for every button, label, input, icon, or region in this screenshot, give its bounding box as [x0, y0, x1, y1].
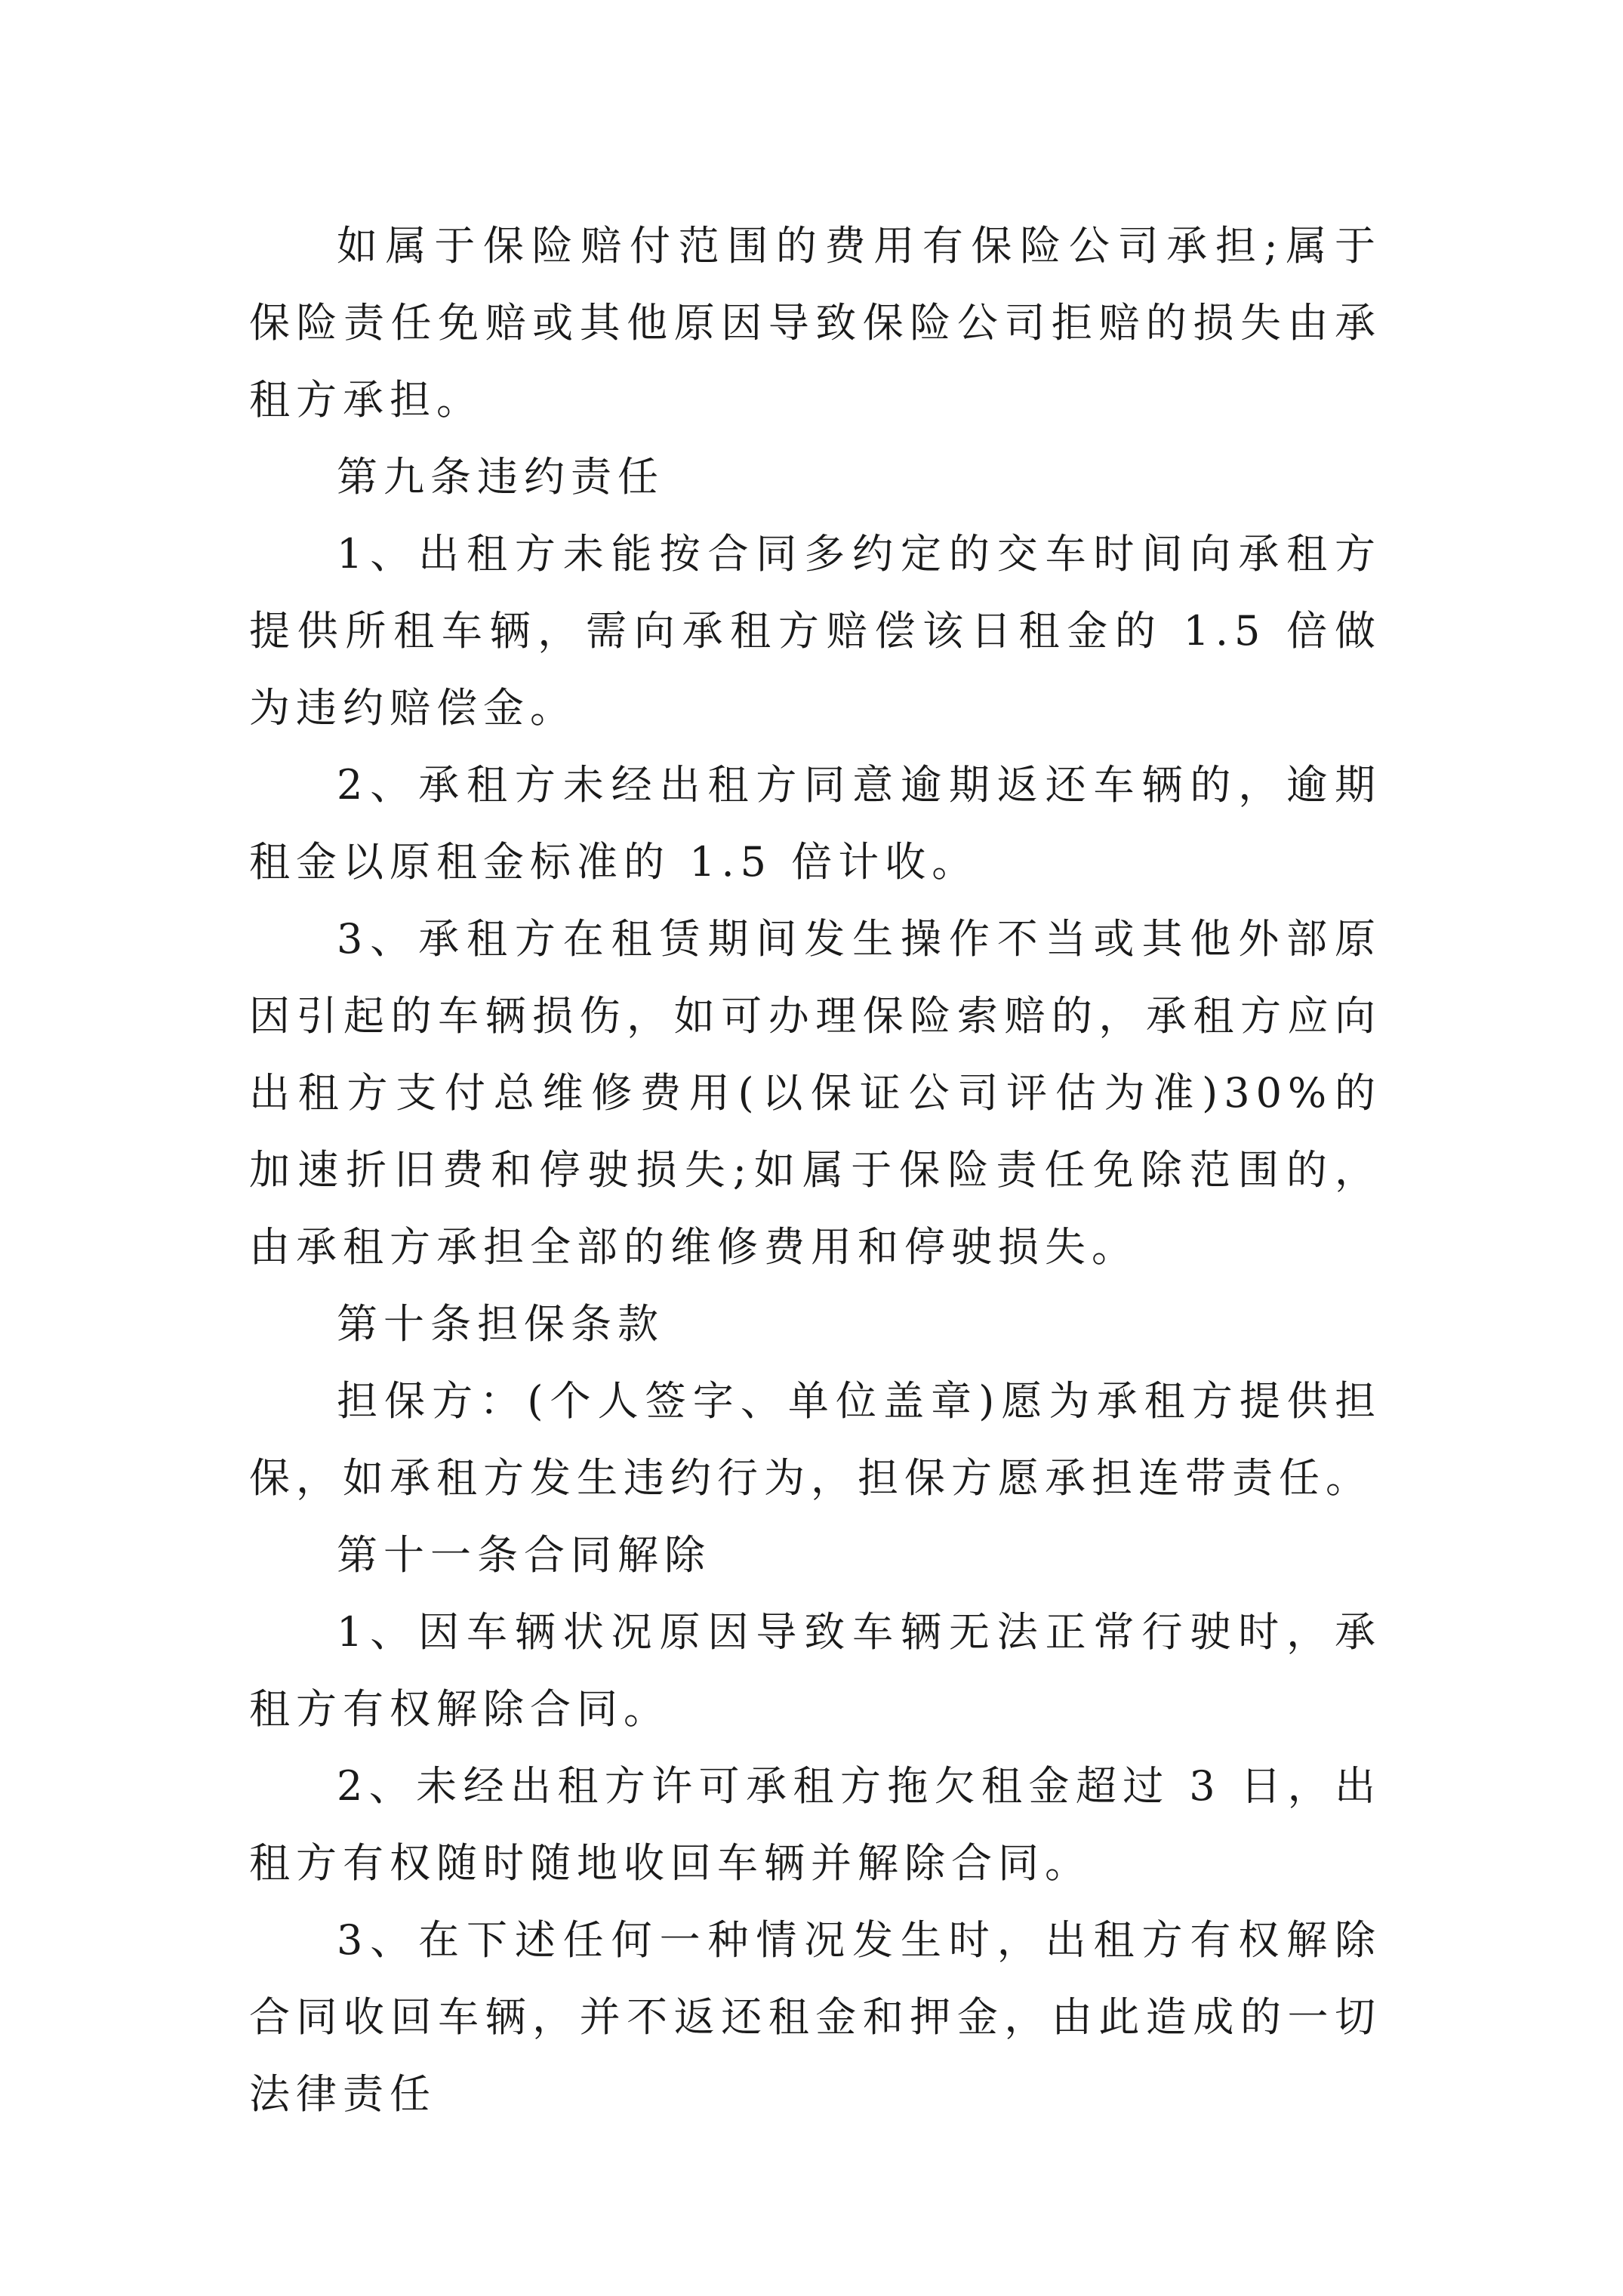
- paragraph-10-guarantor: 担保方：(个人签字、单位盖章)愿为承租方提供担保，如承租方发生违约行为，担保方愿承担连带责任。: [249, 1377, 1381, 1502]
- paragraph-11-1: 1、因车辆状况原因导致车辆无法正常行驶时，承租方有权解除合同。: [249, 1608, 1381, 1733]
- paragraph-9-2: 2、承租方未经出租方同意逾期返还车辆的，逾期租金以原租金标准的 1.5 倍计收。: [249, 761, 1381, 886]
- paragraph-9-1: 1、出租方未能按合同多约定的交车时间向承租方提供所租车辆，需向承租方赔偿该日租金的 1.5 倍做为违约赔偿金。: [249, 530, 1381, 732]
- paragraph-insurance-coverage: 如属于保险赔付范围的费用有保险公司承担;属于保险责任免赔或其他原因导致保险公司拒赔的损失由承租方承担。: [249, 222, 1381, 424]
- paragraph-11-3: 3、在下述任何一种情况发生时，出租方有权解除合同收回车辆，并不返还租金和押金，由此造成的一切法律责任: [249, 1916, 1381, 2118]
- document-body: [249, 208, 1381, 2133]
- paragraph-11-2: 2、未经出租方许可承租方拖欠租金超过 3 日，出租方有权随时随地收回车辆并解除合同。: [249, 1762, 1381, 1887]
- paragraph-9-3: 3、承租方在租赁期间发生操作不当或其他外部原因引起的车辆损伤，如可办理保险索赔的，承租方应向出租方支付总维修费用(以保证公司评估为准)30%的加速折旧费和停驶损失;如属于保险责任免除范围的，由承租方承担全部的维修费用和停驶损失。: [249, 915, 1381, 1271]
- heading-article-9: 第九条违约责任: [337, 453, 664, 501]
- heading-article-11: 第十一条合同解除: [337, 1531, 711, 1579]
- heading-article-10: 第十条担保条款: [337, 1300, 664, 1348]
